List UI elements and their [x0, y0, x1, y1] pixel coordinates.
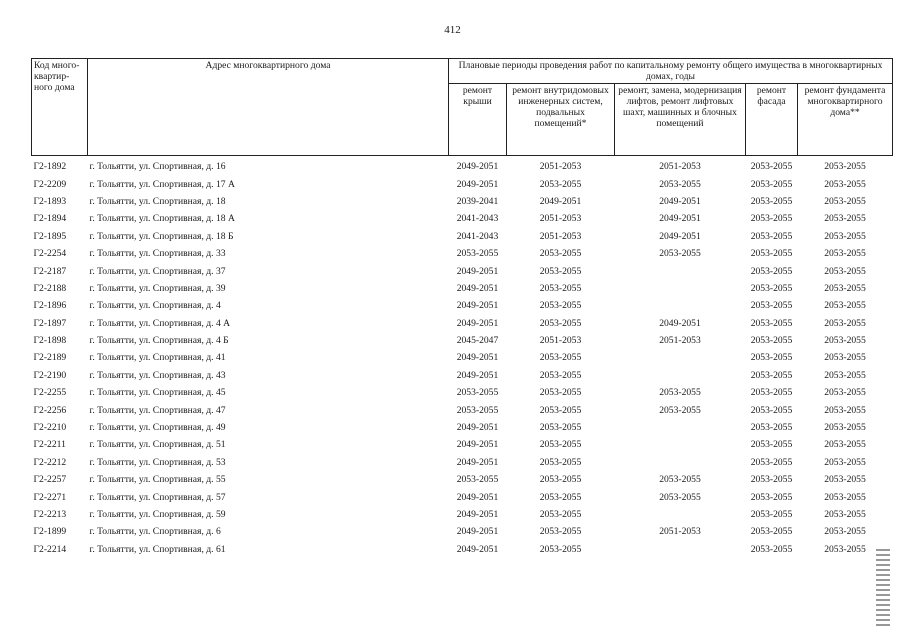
table-row: [32, 523, 893, 540]
cell-roof: 2041-2043: [456, 230, 499, 242]
cell-foundation: 2053-2055: [824, 509, 866, 520]
cell-roof: 2049-2051: [456, 369, 499, 381]
table-header: [32, 59, 893, 156]
cell-roof: 2049-2051: [456, 509, 499, 520]
cell-facade: 2053-2055: [750, 282, 793, 294]
cell-code: Г2-2271: [33, 491, 67, 503]
cell-lifts: 2049-2051: [659, 317, 701, 329]
cell-address: г. Тольятти, ул. Спортивная, д. 41: [89, 352, 226, 364]
table-row: [32, 454, 893, 471]
header-systems: ремонт внутридомовых инженерных систем, подвальных помещений*: [507, 84, 615, 156]
cell-roof: 2053-2055: [456, 474, 499, 486]
cell-roof: 2049-2051: [456, 161, 499, 173]
cell-foundation: 2053-2055: [824, 491, 866, 503]
cell-facade: 2053-2055: [750, 456, 793, 468]
cell-systems: 2053-2055: [539, 491, 582, 503]
table-row: [32, 541, 893, 558]
cell-lifts: [615, 297, 746, 314]
cell-foundation: 2053-2055: [824, 369, 866, 381]
header-periods: Плановые периоды проведения работ по капитальному ремонту общего имущества в многоквартирных домах, годы: [449, 59, 893, 84]
table-row: [32, 280, 893, 297]
table-row: [32, 488, 893, 505]
table-row: [32, 297, 893, 314]
table-row: [32, 349, 893, 366]
cell-code: Г2-1894: [33, 213, 67, 225]
cell-foundation: 2053-2055: [824, 404, 866, 416]
cell-facade: 2053-2055: [750, 404, 793, 416]
cell-foundation: 2053-2055: [824, 335, 866, 347]
cell-code: Г2-2256: [33, 404, 67, 416]
table-row: [32, 228, 893, 245]
cell-facade: 2053-2055: [750, 491, 793, 503]
table-row: [32, 436, 893, 453]
cell-foundation: 2053-2055: [824, 230, 866, 242]
cell-systems: 2053-2055: [539, 352, 582, 364]
header-roof: ремонт крыши: [449, 84, 507, 156]
table-body: [32, 156, 893, 558]
cell-address: г. Тольятти, ул. Спортивная, д. 4: [89, 300, 221, 312]
cell-foundation: 2053-2055: [824, 526, 866, 538]
table-row: [32, 367, 893, 384]
header-facade: ремонт фасада: [746, 84, 798, 156]
cell-systems: 2049-2051: [539, 195, 582, 207]
cell-systems: 2053-2055: [539, 474, 582, 486]
cell-systems: 2053-2055: [539, 178, 582, 190]
cell-systems: 2053-2055: [539, 439, 582, 451]
cell-roof: 2053-2055: [456, 248, 499, 260]
cell-lifts: 2051-2053: [659, 526, 701, 538]
cell-systems: 2053-2055: [539, 404, 582, 416]
cell-facade: 2053-2055: [750, 230, 793, 242]
cell-address: г. Тольятти, ул. Спортивная, д. 17 А: [89, 178, 235, 190]
table-row: [32, 193, 893, 210]
table-row: [32, 419, 893, 436]
cell-lifts: [615, 506, 746, 523]
cell-roof: 2049-2051: [456, 543, 499, 555]
cell-address: г. Тольятти, ул. Спортивная, д. 55: [89, 474, 226, 486]
table-row: [32, 156, 893, 176]
cell-foundation: 2053-2055: [824, 422, 866, 434]
cell-facade: 2053-2055: [750, 265, 793, 277]
cell-code: Г2-1897: [33, 317, 67, 329]
cell-systems: 2053-2055: [539, 248, 582, 260]
cell-lifts: 2053-2055: [659, 491, 701, 503]
cell-systems: 2051-2053: [539, 161, 582, 173]
cell-code: Г2-1893: [33, 195, 67, 207]
cell-foundation: 2053-2055: [824, 317, 866, 329]
cell-foundation: 2053-2055: [824, 248, 866, 260]
cell-facade: 2053-2055: [750, 369, 793, 381]
cell-facade: 2053-2055: [750, 335, 793, 347]
cell-code: Г2-2188: [33, 282, 67, 294]
cell-address: г. Тольятти, ул. Спортивная, д. 18 А: [89, 213, 235, 225]
cell-lifts: 2051-2053: [659, 335, 701, 347]
cell-facade: 2053-2055: [750, 526, 793, 538]
cell-facade: 2053-2055: [750, 213, 793, 225]
cell-foundation: 2053-2055: [824, 161, 866, 173]
cell-lifts: 2049-2051: [659, 213, 701, 225]
scan-artifact: [876, 546, 890, 626]
cell-lifts: 2049-2051: [659, 195, 701, 207]
table-row: [32, 262, 893, 279]
cell-roof: 2049-2051: [456, 526, 499, 538]
cell-roof: 2049-2051: [456, 439, 499, 451]
cell-address: г. Тольятти, ул. Спортивная, д. 43: [89, 369, 226, 381]
cell-code: Г2-2187: [33, 265, 67, 277]
cell-code: Г2-2190: [33, 369, 67, 381]
cell-code: Г2-1899: [33, 526, 67, 538]
cell-lifts: [615, 436, 746, 453]
cell-lifts: [615, 367, 746, 384]
cell-lifts: 2049-2051: [659, 230, 701, 242]
cell-systems: 2053-2055: [539, 282, 582, 294]
cell-address: г. Тольятти, ул. Спортивная, д. 16: [89, 161, 226, 173]
cell-lifts: [615, 280, 746, 297]
cell-lifts: [615, 349, 746, 366]
cell-roof: 2049-2051: [456, 178, 499, 190]
cell-code: Г2-2212: [33, 456, 67, 468]
cell-address: г. Тольятти, ул. Спортивная, д. 18 Б: [89, 230, 234, 242]
cell-foundation: 2053-2055: [824, 543, 866, 555]
cell-facade: 2053-2055: [750, 300, 793, 312]
cell-facade: 2053-2055: [750, 543, 793, 555]
cell-code: Г2-1898: [33, 335, 67, 347]
cell-systems: 2053-2055: [539, 369, 582, 381]
cell-roof: 2049-2051: [456, 352, 499, 364]
cell-systems: 2053-2055: [539, 387, 582, 399]
cell-facade: 2053-2055: [750, 195, 793, 207]
cell-lifts: 2053-2055: [659, 248, 701, 260]
cell-lifts: 2053-2055: [659, 178, 701, 190]
cell-roof: 2049-2051: [456, 282, 499, 294]
table-row: [32, 471, 893, 488]
page-number: 412: [444, 24, 461, 36]
cell-systems: 2053-2055: [539, 422, 582, 434]
cell-systems: 2053-2055: [539, 317, 582, 329]
cell-address: г. Тольятти, ул. Спортивная, д. 59: [89, 509, 226, 520]
cell-address: г. Тольятти, ул. Спортивная, д. 4 Б: [89, 335, 229, 347]
repair-schedule-table: [31, 58, 893, 558]
cell-address: г. Тольятти, ул. Спортивная, д. 39: [89, 282, 226, 294]
cell-facade: 2053-2055: [750, 352, 793, 364]
cell-roof: 2039-2041: [456, 195, 499, 207]
cell-code: Г2-1892: [33, 161, 67, 173]
cell-foundation: 2053-2055: [824, 439, 866, 451]
header-address: Адрес многоквартирного дома: [88, 59, 449, 156]
cell-systems: 2053-2055: [539, 265, 582, 277]
table-row: [32, 506, 893, 523]
cell-systems: 2053-2055: [539, 509, 582, 520]
cell-facade: 2053-2055: [750, 474, 793, 486]
cell-address: г. Тольятти, ул. Спортивная, д. 61: [89, 543, 226, 555]
table-row: [32, 175, 893, 192]
cell-facade: 2053-2055: [750, 161, 793, 173]
table-row: [32, 401, 893, 418]
cell-facade: 2053-2055: [750, 509, 793, 520]
cell-address: г. Тольятти, ул. Спортивная, д. 33: [89, 248, 226, 260]
cell-code: Г2-2210: [33, 422, 67, 434]
cell-lifts: [615, 454, 746, 471]
cell-roof: 2049-2051: [456, 422, 499, 434]
cell-address: г. Тольятти, ул. Спортивная, д. 49: [89, 422, 226, 434]
cell-foundation: 2053-2055: [824, 178, 866, 190]
cell-lifts: 2053-2055: [659, 404, 701, 416]
cell-code: Г2-2213: [33, 509, 67, 520]
cell-code: Г2-2257: [33, 474, 67, 486]
cell-foundation: 2053-2055: [824, 265, 866, 277]
cell-address: г. Тольятти, ул. Спортивная, д. 18: [89, 195, 226, 207]
cell-lifts: [615, 419, 746, 436]
cell-address: г. Тольятти, ул. Спортивная, д. 47: [89, 404, 226, 416]
cell-address: г. Тольятти, ул. Спортивная, д. 6: [89, 526, 221, 538]
cell-lifts: [615, 262, 746, 279]
cell-roof: 2049-2051: [456, 265, 499, 277]
cell-foundation: 2053-2055: [824, 282, 866, 294]
header-foundation: ремонт фундамента многоквартирного дома**: [798, 84, 893, 156]
table-row: [32, 384, 893, 401]
cell-systems: 2051-2053: [539, 230, 582, 242]
cell-roof: 2053-2055: [456, 387, 499, 399]
cell-facade: 2053-2055: [750, 248, 793, 260]
cell-code: Г2-1895: [33, 230, 67, 242]
table-row: [32, 245, 893, 262]
cell-roof: 2053-2055: [456, 404, 499, 416]
header-code: Код много-квартир-ного дома: [32, 59, 88, 156]
cell-roof: 2049-2051: [456, 300, 499, 312]
cell-address: г. Тольятти, ул. Спортивная, д. 4 А: [89, 317, 231, 329]
cell-systems: 2053-2055: [539, 456, 582, 468]
cell-roof: 2049-2051: [456, 491, 499, 503]
cell-code: Г2-2209: [33, 178, 67, 190]
header-lifts: ремонт, замена, модернизация лифтов, ремонт лифтовых шахт, машинных и блочных помещений: [615, 84, 746, 156]
cell-facade: 2053-2055: [750, 178, 793, 190]
cell-lifts: [615, 541, 746, 558]
cell-roof: 2045-2047: [456, 335, 499, 347]
cell-code: Г2-2214: [33, 543, 67, 555]
cell-lifts: 2053-2055: [659, 474, 701, 486]
cell-systems: 2053-2055: [539, 543, 582, 555]
cell-code: Г2-2211: [33, 439, 66, 451]
cell-facade: 2053-2055: [750, 439, 793, 451]
cell-address: г. Тольятти, ул. Спортивная, д. 51: [89, 439, 226, 451]
cell-foundation: 2053-2055: [824, 387, 866, 399]
cell-foundation: 2053-2055: [824, 300, 866, 312]
cell-code: Г2-2189: [33, 352, 67, 364]
cell-address: г. Тольятти, ул. Спортивная, д. 53: [89, 456, 226, 468]
table-row: [32, 332, 893, 349]
cell-systems: 2051-2053: [539, 335, 582, 347]
cell-roof: 2049-2051: [456, 317, 499, 329]
table-row: [32, 210, 893, 227]
cell-address: г. Тольятти, ул. Спортивная, д. 37: [89, 265, 226, 277]
cell-foundation: 2053-2055: [824, 213, 866, 225]
cell-foundation: 2053-2055: [824, 474, 866, 486]
cell-code: Г2-1896: [33, 300, 67, 312]
cell-address: г. Тольятти, ул. Спортивная, д. 45: [89, 387, 226, 399]
cell-systems: 2053-2055: [539, 300, 582, 312]
cell-address: г. Тольятти, ул. Спортивная, д. 57: [89, 491, 226, 503]
cell-lifts: 2053-2055: [659, 387, 701, 399]
cell-code: Г2-2255: [33, 387, 67, 399]
cell-code: Г2-2254: [33, 248, 67, 260]
cell-foundation: 2053-2055: [824, 456, 866, 468]
cell-roof: 2041-2043: [456, 213, 499, 225]
cell-lifts: 2051-2053: [659, 161, 701, 173]
cell-systems: 2051-2053: [539, 213, 582, 225]
cell-facade: 2053-2055: [750, 387, 793, 399]
cell-foundation: 2053-2055: [824, 352, 866, 364]
table-row: [32, 315, 893, 332]
cell-foundation: 2053-2055: [824, 195, 866, 207]
cell-roof: 2049-2051: [456, 456, 499, 468]
cell-facade: 2053-2055: [750, 317, 793, 329]
cell-facade: 2053-2055: [750, 422, 793, 434]
cell-systems: 2053-2055: [539, 526, 582, 538]
